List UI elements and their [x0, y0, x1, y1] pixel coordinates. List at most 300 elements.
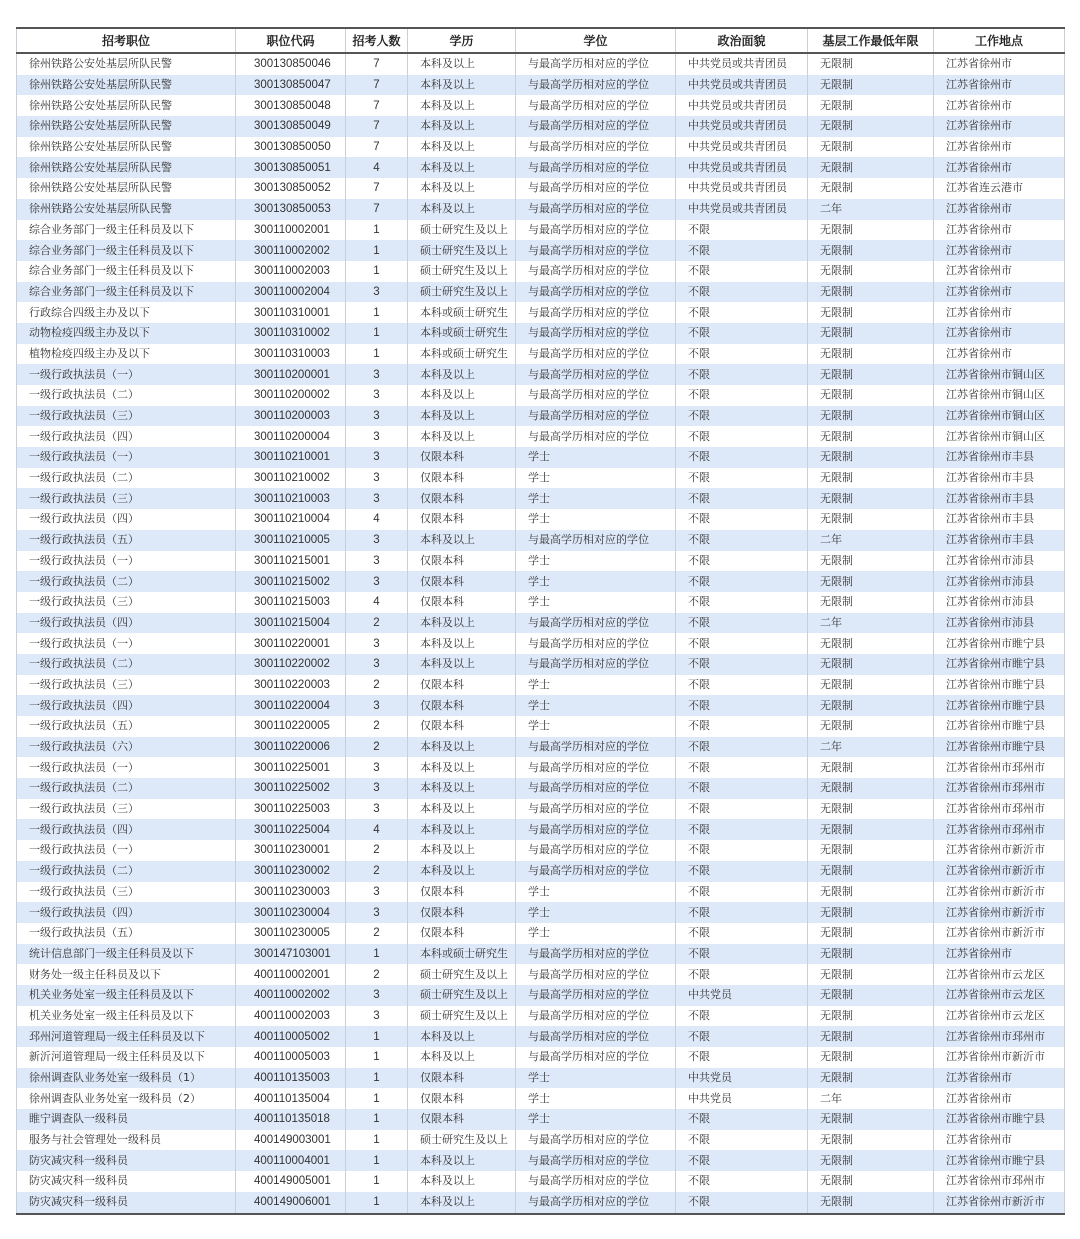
- cell-count: 4: [346, 157, 408, 178]
- cell-education: 本科及以上: [408, 53, 516, 75]
- cell-code: 300110230005: [236, 923, 346, 944]
- cell-degree: 学士: [516, 1088, 676, 1109]
- cell-education: 本科及以上: [408, 364, 516, 385]
- cell-degree: 与最高学历相对应的学位: [516, 344, 676, 365]
- cell-degree: 与最高学历相对应的学位: [516, 1006, 676, 1027]
- cell-location: 江苏省徐州市: [934, 1068, 1065, 1089]
- cell-location: 江苏省徐州市睢宁县: [934, 1109, 1065, 1130]
- cell-location: 江苏省徐州市睢宁县: [934, 695, 1065, 716]
- cell-position: 徐州铁路公安处基层所队民警: [17, 199, 236, 220]
- table-row: [17, 1047, 1065, 1068]
- cell-political-status: 不限: [676, 385, 808, 406]
- cell-position: 一级行政执法员（四）: [17, 902, 236, 923]
- cell-location: 江苏省徐州市新沂市: [934, 1192, 1065, 1214]
- cell-degree: 与最高学历相对应的学位: [516, 840, 676, 861]
- table-row: [17, 261, 1065, 282]
- cell-code: 300130850046: [236, 53, 346, 75]
- cell-code: 300110215003: [236, 592, 346, 613]
- cell-code: 300110210002: [236, 468, 346, 489]
- cell-position: 一级行政执法员（五）: [17, 530, 236, 551]
- cell-count: 7: [346, 95, 408, 116]
- cell-political-status: 不限: [676, 364, 808, 385]
- cell-location: 江苏省徐州市丰县: [934, 530, 1065, 551]
- header-code: 职位代码: [236, 28, 346, 53]
- cell-political-status: 不限: [676, 633, 808, 654]
- cell-min-years: 无限制: [808, 364, 934, 385]
- cell-min-years: 无限制: [808, 716, 934, 737]
- cell-education: 仅限本科: [408, 488, 516, 509]
- cell-location: 江苏省徐州市睢宁县: [934, 654, 1065, 675]
- table-row: [17, 282, 1065, 303]
- cell-count: 1: [346, 323, 408, 344]
- cell-min-years: 无限制: [808, 695, 934, 716]
- cell-degree: 学士: [516, 695, 676, 716]
- cell-position: 一级行政执法员（一）: [17, 757, 236, 778]
- cell-education: 本科及以上: [408, 737, 516, 758]
- cell-count: 3: [346, 757, 408, 778]
- cell-degree: 与最高学历相对应的学位: [516, 799, 676, 820]
- cell-position: 综合业务部门一级主任科员及以下: [17, 240, 236, 261]
- cell-position: 防灾减灾科一级科员: [17, 1150, 236, 1171]
- cell-degree: 与最高学历相对应的学位: [516, 819, 676, 840]
- table-row: [17, 1026, 1065, 1047]
- cell-position: 新沂河道管理局一级主任科员及以下: [17, 1047, 236, 1068]
- cell-degree: 与最高学历相对应的学位: [516, 757, 676, 778]
- cell-degree: 与最高学历相对应的学位: [516, 613, 676, 634]
- cell-min-years: 无限制: [808, 240, 934, 261]
- cell-location: 江苏省连云港市: [934, 178, 1065, 199]
- cell-location: 江苏省徐州市沛县: [934, 613, 1065, 634]
- cell-code: 300110225004: [236, 819, 346, 840]
- cell-count: 1: [346, 1130, 408, 1151]
- table-row: [17, 737, 1065, 758]
- cell-count: 3: [346, 902, 408, 923]
- cell-position: 一级行政执法员（三）: [17, 592, 236, 613]
- cell-min-years: 无限制: [808, 799, 934, 820]
- cell-code: 300110002002: [236, 240, 346, 261]
- table-row: [17, 1130, 1065, 1151]
- cell-code: 300110220002: [236, 654, 346, 675]
- cell-min-years: 无限制: [808, 426, 934, 447]
- table-row: [17, 406, 1065, 427]
- cell-degree: 与最高学历相对应的学位: [516, 964, 676, 985]
- cell-location: 江苏省徐州市新沂市: [934, 1047, 1065, 1068]
- cell-code: 300110230003: [236, 882, 346, 903]
- cell-count: 2: [346, 923, 408, 944]
- cell-education: 本科或硕士研究生: [408, 323, 516, 344]
- cell-location: 江苏省徐州市睢宁县: [934, 675, 1065, 696]
- cell-position: 徐州铁路公安处基层所队民警: [17, 116, 236, 137]
- table-row: [17, 157, 1065, 178]
- cell-code: 400110002003: [236, 1006, 346, 1027]
- cell-degree: 与最高学历相对应的学位: [516, 530, 676, 551]
- cell-political-status: 不限: [676, 406, 808, 427]
- cell-min-years: 无限制: [808, 571, 934, 592]
- cell-political-status: 不限: [676, 840, 808, 861]
- cell-position: 一级行政执法员（四）: [17, 509, 236, 530]
- table-body: [17, 53, 1065, 1214]
- cell-code: 400110135018: [236, 1109, 346, 1130]
- cell-education: 本科及以上: [408, 426, 516, 447]
- table-row: [17, 1068, 1065, 1089]
- cell-position: 一级行政执法员（二）: [17, 861, 236, 882]
- cell-count: 1: [346, 1026, 408, 1047]
- cell-location: 江苏省徐州市: [934, 323, 1065, 344]
- cell-education: 仅限本科: [408, 1109, 516, 1130]
- cell-count: 3: [346, 571, 408, 592]
- cell-location: 江苏省徐州市睢宁县: [934, 737, 1065, 758]
- cell-education: 本科及以上: [408, 654, 516, 675]
- cell-degree: 与最高学历相对应的学位: [516, 737, 676, 758]
- cell-degree: 与最高学历相对应的学位: [516, 944, 676, 965]
- cell-min-years: 无限制: [808, 902, 934, 923]
- recruitment-table-container: [16, 27, 1064, 1215]
- cell-political-status: 不限: [676, 1171, 808, 1192]
- cell-political-status: 不限: [676, 302, 808, 323]
- cell-political-status: 不限: [676, 220, 808, 241]
- cell-education: 硕士研究生及以上: [408, 1130, 516, 1151]
- cell-political-status: 中共党员或共青团员: [676, 53, 808, 75]
- cell-code: 300110210004: [236, 509, 346, 530]
- table-row: [17, 944, 1065, 965]
- table-row: [17, 716, 1065, 737]
- cell-political-status: 不限: [676, 323, 808, 344]
- cell-min-years: 无限制: [808, 95, 934, 116]
- cell-min-years: 二年: [808, 737, 934, 758]
- cell-education: 本科及以上: [408, 199, 516, 220]
- table-row: [17, 137, 1065, 158]
- table-row: [17, 757, 1065, 778]
- cell-location: 江苏省徐州市: [934, 261, 1065, 282]
- cell-code: 300130850048: [236, 95, 346, 116]
- cell-count: 3: [346, 882, 408, 903]
- cell-political-status: 不限: [676, 344, 808, 365]
- cell-degree: 与最高学历相对应的学位: [516, 364, 676, 385]
- cell-degree: 学士: [516, 488, 676, 509]
- cell-degree: 与最高学历相对应的学位: [516, 1026, 676, 1047]
- cell-degree: 与最高学历相对应的学位: [516, 282, 676, 303]
- table-row: [17, 964, 1065, 985]
- table-row: [17, 1006, 1065, 1027]
- cell-location: 江苏省徐州市沛县: [934, 551, 1065, 572]
- cell-degree: 学士: [516, 447, 676, 468]
- cell-code: 300110230001: [236, 840, 346, 861]
- cell-political-status: 不限: [676, 488, 808, 509]
- cell-education: 仅限本科: [408, 468, 516, 489]
- cell-education: 仅限本科: [408, 571, 516, 592]
- cell-location: 江苏省徐州市新沂市: [934, 902, 1065, 923]
- cell-education: 仅限本科: [408, 592, 516, 613]
- cell-education: 仅限本科: [408, 551, 516, 572]
- cell-position: 徐州调查队业务处室一级科员（1）: [17, 1068, 236, 1089]
- cell-political-status: 不限: [676, 819, 808, 840]
- cell-code: 300110215004: [236, 613, 346, 634]
- table-row: [17, 468, 1065, 489]
- cell-degree: 学士: [516, 592, 676, 613]
- table-row: [17, 75, 1065, 96]
- cell-count: 2: [346, 716, 408, 737]
- cell-code: 300110215002: [236, 571, 346, 592]
- cell-min-years: 无限制: [808, 1068, 934, 1089]
- cell-position: 一级行政执法员（一）: [17, 447, 236, 468]
- cell-code: 400110002002: [236, 985, 346, 1006]
- cell-location: 江苏省徐州市新沂市: [934, 840, 1065, 861]
- cell-degree: 与最高学历相对应的学位: [516, 778, 676, 799]
- cell-code: 300110310003: [236, 344, 346, 365]
- cell-position: 综合业务部门一级主任科员及以下: [17, 220, 236, 241]
- cell-education: 仅限本科: [408, 923, 516, 944]
- cell-position: 徐州铁路公安处基层所队民警: [17, 178, 236, 199]
- cell-min-years: 二年: [808, 1088, 934, 1109]
- cell-position: 一级行政执法员（四）: [17, 819, 236, 840]
- cell-code: 300110225002: [236, 778, 346, 799]
- cell-location: 江苏省徐州市邳州市: [934, 819, 1065, 840]
- cell-degree: 与最高学历相对应的学位: [516, 1130, 676, 1151]
- cell-political-status: 不限: [676, 509, 808, 530]
- cell-degree: 学士: [516, 571, 676, 592]
- cell-min-years: 无限制: [808, 592, 934, 613]
- cell-degree: 与最高学历相对应的学位: [516, 1171, 676, 1192]
- cell-code: 400110005002: [236, 1026, 346, 1047]
- cell-degree: 学士: [516, 902, 676, 923]
- cell-political-status: 不限: [676, 695, 808, 716]
- table-row: [17, 551, 1065, 572]
- cell-min-years: 无限制: [808, 985, 934, 1006]
- cell-code: 300130850051: [236, 157, 346, 178]
- cell-degree: 与最高学历相对应的学位: [516, 985, 676, 1006]
- cell-location: 江苏省徐州市邳州市: [934, 1171, 1065, 1192]
- cell-count: 1: [346, 1088, 408, 1109]
- cell-political-status: 不限: [676, 1026, 808, 1047]
- cell-location: 江苏省徐州市: [934, 157, 1065, 178]
- table-row: [17, 364, 1065, 385]
- cell-position: 徐州铁路公安处基层所队民警: [17, 137, 236, 158]
- cell-political-status: 不限: [676, 737, 808, 758]
- cell-political-status: 不限: [676, 902, 808, 923]
- cell-code: 300110225001: [236, 757, 346, 778]
- cell-degree: 学士: [516, 675, 676, 696]
- cell-min-years: 无限制: [808, 1026, 934, 1047]
- cell-location: 江苏省徐州市铜山区: [934, 364, 1065, 385]
- cell-code: 300110230004: [236, 902, 346, 923]
- cell-education: 本科及以上: [408, 1171, 516, 1192]
- cell-degree: 与最高学历相对应的学位: [516, 220, 676, 241]
- cell-count: 7: [346, 178, 408, 199]
- table-row: [17, 799, 1065, 820]
- cell-position: 机关业务处室一级主任科员及以下: [17, 1006, 236, 1027]
- cell-location: 江苏省徐州市: [934, 137, 1065, 158]
- cell-count: 3: [346, 985, 408, 1006]
- table-row: [17, 571, 1065, 592]
- cell-position: 一级行政执法员（二）: [17, 571, 236, 592]
- cell-min-years: 无限制: [808, 778, 934, 799]
- cell-political-status: 不限: [676, 654, 808, 675]
- cell-location: 江苏省徐州市邳州市: [934, 778, 1065, 799]
- cell-min-years: 无限制: [808, 1171, 934, 1192]
- cell-position: 防灾减灾科一级科员: [17, 1171, 236, 1192]
- cell-code: 400149003001: [236, 1130, 346, 1151]
- table-row: [17, 778, 1065, 799]
- cell-political-status: 中共党员: [676, 1068, 808, 1089]
- cell-count: 1: [346, 1068, 408, 1089]
- cell-location: 江苏省徐州市: [934, 95, 1065, 116]
- cell-position: 一级行政执法员（四）: [17, 695, 236, 716]
- cell-degree: 与最高学历相对应的学位: [516, 654, 676, 675]
- cell-education: 本科及以上: [408, 406, 516, 427]
- cell-code: 400110005003: [236, 1047, 346, 1068]
- table-row: [17, 592, 1065, 613]
- cell-min-years: 无限制: [808, 53, 934, 75]
- cell-min-years: 无限制: [808, 509, 934, 530]
- table-row: [17, 902, 1065, 923]
- cell-position: 徐州铁路公安处基层所队民警: [17, 95, 236, 116]
- cell-min-years: 无限制: [808, 840, 934, 861]
- cell-count: 3: [346, 364, 408, 385]
- table-row: [17, 1109, 1065, 1130]
- cell-political-status: 中共党员或共青团员: [676, 157, 808, 178]
- cell-position: 一级行政执法员（一）: [17, 633, 236, 654]
- cell-degree: 与最高学历相对应的学位: [516, 323, 676, 344]
- cell-degree: 与最高学历相对应的学位: [516, 75, 676, 96]
- cell-political-status: 不限: [676, 1006, 808, 1027]
- cell-count: 1: [346, 344, 408, 365]
- cell-position: 徐州铁路公安处基层所队民警: [17, 157, 236, 178]
- cell-code: 400149005001: [236, 1171, 346, 1192]
- cell-code: 300147103001: [236, 944, 346, 965]
- cell-education: 本科或硕士研究生: [408, 944, 516, 965]
- cell-education: 本科及以上: [408, 1026, 516, 1047]
- cell-political-status: 中共党员: [676, 1088, 808, 1109]
- table-row: [17, 178, 1065, 199]
- cell-location: 江苏省徐州市: [934, 53, 1065, 75]
- cell-count: 3: [346, 406, 408, 427]
- cell-political-status: 中共党员或共青团员: [676, 178, 808, 199]
- cell-code: 300110002001: [236, 220, 346, 241]
- cell-min-years: 无限制: [808, 819, 934, 840]
- table-row: [17, 53, 1065, 75]
- cell-political-status: 不限: [676, 613, 808, 634]
- cell-count: 1: [346, 1192, 408, 1214]
- cell-count: 2: [346, 840, 408, 861]
- cell-code: 300110200003: [236, 406, 346, 427]
- cell-education: 本科及以上: [408, 799, 516, 820]
- cell-location: 江苏省徐州市丰县: [934, 488, 1065, 509]
- cell-education: 本科及以上: [408, 1047, 516, 1068]
- cell-min-years: 无限制: [808, 116, 934, 137]
- table-row: [17, 426, 1065, 447]
- cell-degree: 与最高学历相对应的学位: [516, 385, 676, 406]
- cell-degree: 与最高学历相对应的学位: [516, 302, 676, 323]
- cell-political-status: 不限: [676, 1047, 808, 1068]
- cell-count: 3: [346, 530, 408, 551]
- cell-political-status: 不限: [676, 468, 808, 489]
- table-header: [17, 28, 1065, 53]
- cell-count: 3: [346, 654, 408, 675]
- cell-political-status: 不限: [676, 861, 808, 882]
- cell-code: 300110210001: [236, 447, 346, 468]
- table-row: [17, 861, 1065, 882]
- cell-count: 1: [346, 1109, 408, 1130]
- cell-count: 1: [346, 220, 408, 241]
- cell-location: 江苏省徐州市丰县: [934, 447, 1065, 468]
- cell-location: 江苏省徐州市新沂市: [934, 861, 1065, 882]
- table-row: [17, 509, 1065, 530]
- cell-count: 3: [346, 426, 408, 447]
- cell-position: 财务处一级主任科员及以下: [17, 964, 236, 985]
- cell-position: 徐州铁路公安处基层所队民警: [17, 75, 236, 96]
- cell-political-status: 不限: [676, 675, 808, 696]
- cell-location: 江苏省徐州市铜山区: [934, 426, 1065, 447]
- cell-location: 江苏省徐州市: [934, 344, 1065, 365]
- table-row: [17, 95, 1065, 116]
- cell-code: 300110220004: [236, 695, 346, 716]
- cell-position: 一级行政执法员（一）: [17, 840, 236, 861]
- table-row: [17, 344, 1065, 365]
- table-row: [17, 882, 1065, 903]
- cell-education: 仅限本科: [408, 1088, 516, 1109]
- cell-education: 本科或硕士研究生: [408, 302, 516, 323]
- cell-degree: 学士: [516, 1109, 676, 1130]
- header-count: 招考人数: [346, 28, 408, 53]
- cell-count: 2: [346, 675, 408, 696]
- cell-location: 江苏省徐州市云龙区: [934, 964, 1065, 985]
- cell-min-years: 无限制: [808, 861, 934, 882]
- cell-degree: 与最高学历相对应的学位: [516, 1150, 676, 1171]
- cell-code: 300110002004: [236, 282, 346, 303]
- cell-position: 植物检疫四级主办及以下: [17, 344, 236, 365]
- cell-count: 3: [346, 447, 408, 468]
- header-degree: 学位: [516, 28, 676, 53]
- cell-position: 统计信息部门一级主任科员及以下: [17, 944, 236, 965]
- cell-count: 3: [346, 799, 408, 820]
- cell-degree: 学士: [516, 716, 676, 737]
- cell-location: 江苏省徐州市丰县: [934, 509, 1065, 530]
- cell-political-status: 不限: [676, 261, 808, 282]
- cell-location: 江苏省徐州市: [934, 282, 1065, 303]
- cell-min-years: 无限制: [808, 944, 934, 965]
- cell-location: 江苏省徐州市邳州市: [934, 1026, 1065, 1047]
- cell-degree: 与最高学历相对应的学位: [516, 633, 676, 654]
- cell-count: 2: [346, 861, 408, 882]
- header-location: 工作地点: [934, 28, 1065, 53]
- table-row: [17, 240, 1065, 261]
- cell-count: 4: [346, 509, 408, 530]
- cell-min-years: 二年: [808, 613, 934, 634]
- cell-location: 江苏省徐州市云龙区: [934, 1006, 1065, 1027]
- cell-min-years: 无限制: [808, 178, 934, 199]
- cell-location: 江苏省徐州市: [934, 199, 1065, 220]
- cell-position: 一级行政执法员（二）: [17, 778, 236, 799]
- cell-political-status: 不限: [676, 530, 808, 551]
- cell-degree: 与最高学历相对应的学位: [516, 240, 676, 261]
- cell-code: 400110135004: [236, 1088, 346, 1109]
- cell-degree: 与最高学历相对应的学位: [516, 53, 676, 75]
- header-row: [17, 28, 1065, 53]
- cell-degree: 与最高学历相对应的学位: [516, 178, 676, 199]
- cell-position: 机关业务处室一级主任科员及以下: [17, 985, 236, 1006]
- cell-min-years: 无限制: [808, 1192, 934, 1214]
- cell-position: 一级行政执法员（六）: [17, 737, 236, 758]
- cell-location: 江苏省徐州市: [934, 75, 1065, 96]
- cell-degree: 与最高学历相对应的学位: [516, 199, 676, 220]
- cell-count: 7: [346, 116, 408, 137]
- cell-min-years: 无限制: [808, 75, 934, 96]
- cell-code: 300110230002: [236, 861, 346, 882]
- header-min-years: 基层工作最低年限: [808, 28, 934, 53]
- cell-degree: 与最高学历相对应的学位: [516, 95, 676, 116]
- cell-min-years: 无限制: [808, 654, 934, 675]
- table-row: [17, 323, 1065, 344]
